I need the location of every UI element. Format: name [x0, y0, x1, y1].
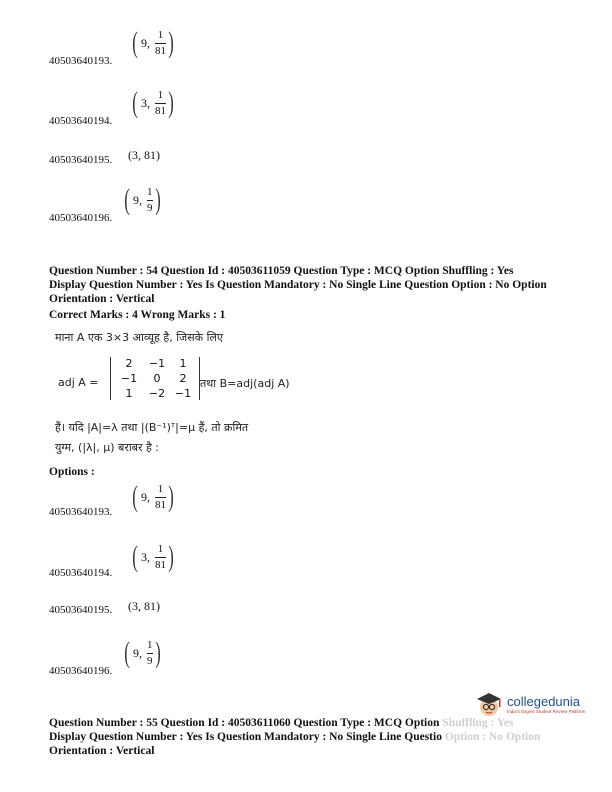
matrix-cell: −1: [120, 372, 138, 385]
matrix-cell: 1: [179, 357, 187, 370]
matrix-cell: 1: [125, 387, 133, 400]
question-meta: [49, 264, 589, 306]
adj-label: adj A =: [58, 376, 99, 389]
question-meta: [49, 716, 609, 758]
option-value: ( 9, $\frac{1}{81}$ ): [132, 480, 174, 513]
option-id: 40503640196.: [49, 665, 113, 677]
option-value: ( 9, $\frac{1}{9}$ ): [124, 183, 161, 216]
option-id: 40503640193.: [49, 55, 113, 67]
option-id: 40503640195.: [49, 154, 113, 166]
brand-tagline: India's largest Student Review Platform: [507, 709, 586, 715]
marks-line: Correct Marks : 4 Wrong Marks : 1: [49, 309, 226, 321]
meta-faded: Shuffling : Yes: [442, 717, 514, 729]
option-value: (3, 81): [128, 148, 160, 162]
option-id: 40503640196.: [49, 212, 113, 224]
meta-line: Display Question Number : Yes Is Question Mandatory : No Single Line Questio Option : No Option: [49, 731, 541, 743]
question-text-after-matrix: तथा B=adj(adj A): [200, 377, 290, 390]
option-value: ( 9, $\frac{1}{9}$ ): [124, 636, 161, 669]
matrix-cell: −1: [174, 387, 192, 400]
options-label: Options :: [49, 466, 95, 478]
option-id: 40503640194.: [49, 115, 113, 127]
matrix: [110, 357, 200, 400]
option-id: 40503640194.: [49, 567, 113, 579]
matrix-cell: 2: [179, 372, 187, 385]
meta-line: Display Question Number : Yes Is Question Mandatory : No Single Line Question Option : No Option: [49, 279, 547, 291]
meta-line: Orientation : Vertical: [49, 293, 155, 305]
meta-line: Question Number : 54 Question Id : 40503611059 Question Type : MCQ Option Shuffling : Yes: [49, 265, 514, 277]
option-value: ( 9, $\frac{1}{81}$ ): [132, 26, 174, 59]
brand-name: collegedunia: [507, 694, 581, 710]
question-text-line3: युग्म, (|λ|, μ) बराबर है :: [55, 441, 159, 454]
option-id: 40503640193.: [49, 506, 113, 518]
meta-line: Question Number : 55 Question Id : 40503611060 Question Type : MCQ Option Shuffling : Yes: [49, 717, 514, 729]
meta-line: Orientation : Vertical: [49, 745, 155, 757]
option-value: ( 3, $\frac{1}{81}$ ): [132, 86, 174, 119]
matrix-cell: −1: [148, 357, 166, 370]
option-value: ( 3, $\frac{1}{81}$ ): [132, 540, 174, 573]
matrix-cell: 2: [125, 357, 133, 370]
option-id: 40503640195.: [49, 604, 113, 616]
matrix-cell: −2: [148, 387, 166, 400]
matrix-cell: 0: [153, 372, 161, 385]
meta-faded: Option : No Option: [444, 731, 541, 743]
question-text-line1: माना A एक 3×3 आव्यूह है, जिसके लिए: [55, 331, 223, 344]
option-value: (3, 81): [128, 599, 160, 613]
question-text-line2: हैं। यदि |A|=λ तथा |(B⁻¹)ᵀ|=μ हैं, तो क्रमित: [55, 421, 249, 434]
